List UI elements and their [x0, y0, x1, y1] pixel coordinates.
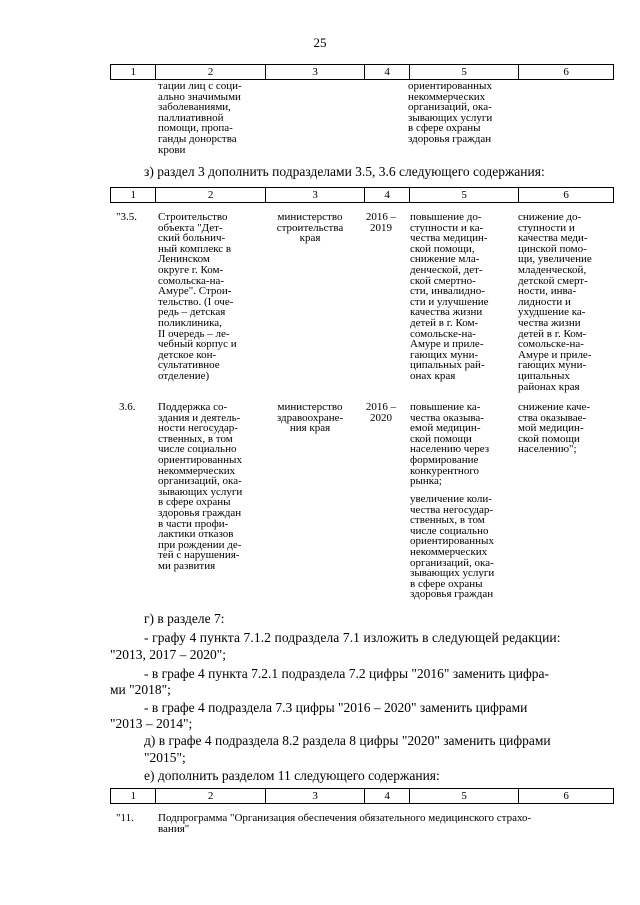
- table-cell: вания": [158, 823, 190, 835]
- col-number: 2: [156, 789, 265, 803]
- row-number: "3.5.: [116, 211, 137, 223]
- paragraph: "2013, 2017 – 2020";: [110, 647, 227, 662]
- col-number: 4: [365, 188, 409, 202]
- col-number: 4: [365, 65, 409, 79]
- row-number: "11.: [116, 812, 134, 824]
- table-cell: тации лиц с соци- ально значимыми заболеваниями, паллиативной помощи, пропа- ганды донорства крови: [158, 80, 242, 156]
- paragraph: - в графе 4 подраздела 7.3 цифры "2016 – 2020" заменить цифрами: [144, 700, 528, 715]
- table-cell: Подпрограмма "Организация обеспечения обязательного медицинского страхо-: [158, 812, 532, 824]
- paragraph: "2013 – 2014";: [110, 716, 193, 731]
- table-cell: 2016 – 2020: [365, 401, 397, 424]
- col-number: 6: [563, 189, 569, 201]
- table-cell: министерство здравоохране- ния края: [276, 401, 344, 435]
- paragraph: - графу 4 пункта 7.1.2 подраздела 7.1 изложить в следующей редакции:: [144, 630, 561, 645]
- table-cell: снижение каче- ства оказывае- мой медицин- ской помощи населению";: [518, 401, 591, 456]
- paragraph: г) в разделе 7:: [144, 611, 225, 626]
- col-number: 3: [266, 188, 366, 202]
- col-number: 3: [266, 789, 366, 803]
- col-number: 5: [410, 789, 519, 803]
- table-cell: увеличение коли- чества негосудар- ственных, в том числе социально ориентированных некоммерческих организаций, ока- зывающих услуги в сфере охраны здоровья граждан: [410, 493, 495, 601]
- col-number: 6: [563, 66, 569, 78]
- table-cell: Строительство объекта "Дет- ский больнич- ный комплекс в Ленинском округе г. Ком- сомольска-на- Амуре". Строи- тельство. (I оче- редь – детская поликлиника, II очередь – ле- чебный корпус и детское кон- сультативное отделение): [158, 211, 237, 382]
- table-cell: повышение до- ступности и ка- чества медицин- ской помощи, снижение мла- денческой, дет- ской смертно- сти, инвалидно- сти и улучшение качества жизни детей в г. Ком- сомольске-на- Амуре и приле- гающих муни- ципальных рай- онах края: [410, 211, 489, 382]
- col-number: 3: [266, 65, 366, 79]
- col-number: 1: [111, 789, 156, 803]
- col-number: 4: [365, 789, 409, 803]
- col-number: 1: [111, 65, 156, 79]
- paragraph: е) дополнить разделом 11 следующего содержания:: [144, 768, 440, 783]
- table-header-row: [110, 788, 614, 804]
- table-header-row: [110, 187, 614, 203]
- table-cell: ориентированных некоммерческих организаций, ока- зывающих услуги в сфере охраны здоровья граждан: [408, 80, 493, 145]
- col-number: 2: [156, 65, 265, 79]
- paragraph: - в графе 4 пункта 7.2.1 подраздела 7.2 цифры "2016" заменить цифра-: [144, 666, 549, 681]
- table-cell: Поддержка со- здания и деятель- ности негосудар- ственных, в том числе социально ориентированных некоммерческих организаций, ока- зывающих услуги в сфере охраны здоровья граждан в части профи- лактики отказов при рождении де- тей с нарушения- ми развития: [158, 401, 243, 572]
- col-number: 5: [410, 188, 519, 202]
- col-number: 6: [563, 790, 569, 802]
- table-cell: министерство строительства края: [276, 211, 344, 245]
- table-cell: 2016 – 2019: [365, 211, 397, 234]
- col-number: 1: [111, 188, 156, 202]
- paragraph: "2015";: [144, 750, 186, 765]
- table-header-row: [110, 64, 614, 80]
- paragraph: ми "2018";: [110, 682, 171, 697]
- table-cell: повышение ка- чества оказыва- емой медицин- ской помощи населению через формирование конкурентного рынка;: [410, 401, 490, 488]
- table-cell: снижение до- ступности и качества меди- цинской помо- щи, увеличение младенческой, детской смерт- ности, инва- лидности и ухудшение ка- чества жизни детей в г. Ком- сомольске-на- Амуре и приле- гающих муни- ципальных районах края: [518, 211, 592, 393]
- paragraph: д) в графе 4 подраздела 8.2 раздела 8 цифры "2020" заменить цифрами: [144, 733, 551, 748]
- row-number: 3.6.: [119, 401, 136, 413]
- paragraph: з) раздел 3 дополнить подразделами 3.5, 3.6 следующего содержания:: [144, 164, 545, 179]
- col-number: 2: [156, 188, 265, 202]
- col-number: 5: [410, 65, 519, 79]
- page-number: 25: [313, 35, 327, 50]
